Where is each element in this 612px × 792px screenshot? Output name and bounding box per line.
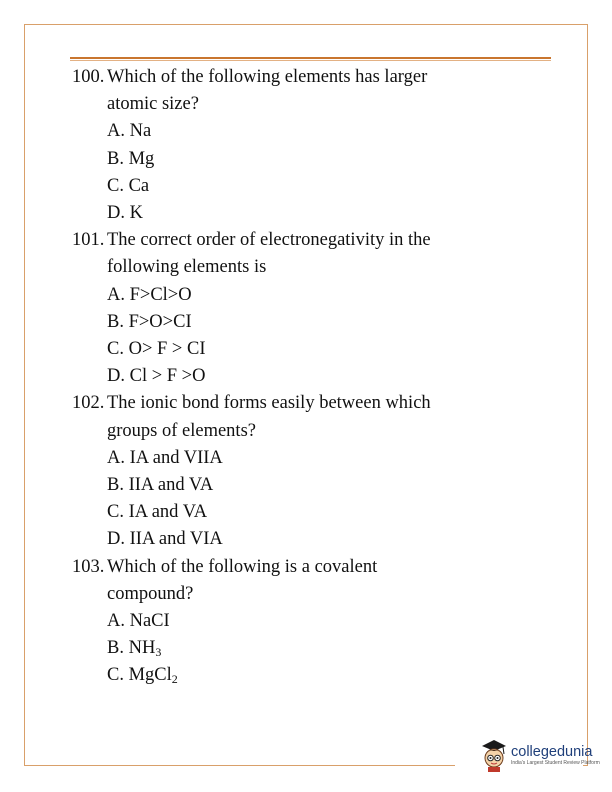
question-number: 100.: [72, 67, 105, 87]
mascot-icon: [480, 738, 508, 772]
question-text: Which of the following is a covalent: [107, 556, 378, 577]
question-number: 102.: [72, 393, 105, 414]
option-b: [72, 635, 552, 662]
brand-name: collegedunia: [511, 743, 593, 760]
question-102: [72, 390, 552, 417]
question-100: [72, 64, 552, 91]
question-text-continued: groups of elements?: [107, 420, 256, 441]
header-rule: [70, 57, 551, 59]
question-text-continued: following elements is: [107, 257, 267, 278]
option-a: A. Na: [107, 121, 152, 142]
option-a: A. NaCI: [107, 611, 170, 632]
option-d: D. K: [107, 203, 143, 224]
question-text: The correct order of electronegativity in the: [107, 230, 431, 251]
option-c: C. IA and VA: [107, 502, 208, 523]
question-text-continued: compound?: [107, 583, 194, 604]
option-c: [72, 662, 552, 689]
question-number: 101.: [72, 230, 105, 251]
question-number: 103.: [72, 556, 105, 577]
option-b: B. Mg: [107, 148, 155, 169]
option-c-text: C. MgCl: [107, 665, 172, 686]
question-list: [72, 64, 552, 690]
question-103: [72, 554, 552, 581]
option-b: B. IIA and VA: [107, 475, 214, 496]
subscript: 3: [155, 645, 162, 660]
option-d: D. IIA and VIA: [107, 529, 223, 550]
collegedunia-logo: [480, 733, 606, 777]
question-101: [72, 227, 552, 254]
option-a: A. F>Cl>O: [107, 284, 192, 305]
option-a: A. IA and VIIA: [107, 447, 223, 468]
header-rule-thin: [70, 60, 551, 61]
question-text-continued: atomic size?: [107, 94, 199, 115]
question-text: Which of the following elements has larger: [107, 67, 428, 87]
option-b: B. F>O>CI: [107, 311, 192, 332]
subscript: 2: [171, 672, 178, 687]
brand-tagline: India's Largest Student Review Platform: [511, 759, 600, 766]
option-b-text: B. NH: [107, 638, 156, 659]
option-c: C. Ca: [107, 175, 150, 196]
question-text: The ionic bond forms easily between which: [107, 393, 431, 414]
option-c: C. O> F > CI: [107, 339, 206, 360]
option-d: D. Cl > F >O: [107, 366, 206, 387]
